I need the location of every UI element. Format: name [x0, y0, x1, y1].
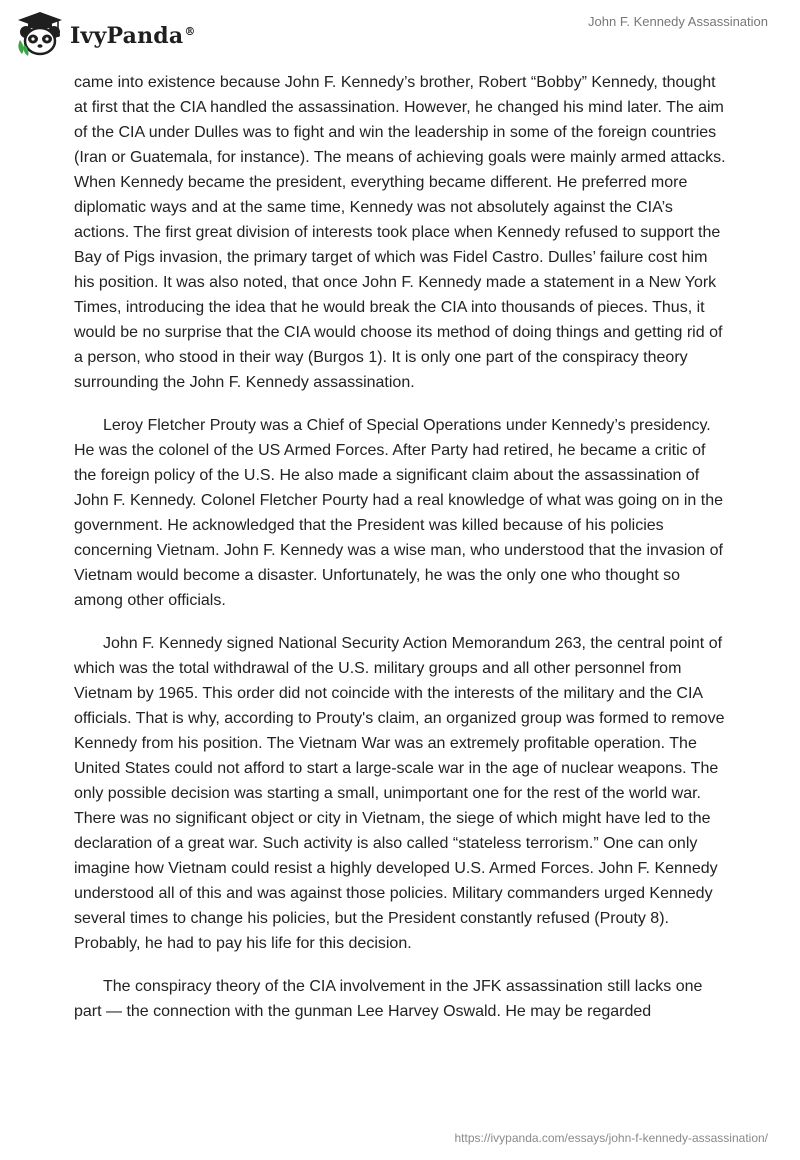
ivypanda-logo[interactable] [14, 10, 196, 58]
paragraph-2: Leroy Fletcher Prouty was a Chief of Special Operations under Kennedy’s presidency. He was the colonel of the US Armed Forces. After Party had retired, he became a critic of the foreign policy of the U.S. He also made a significant claim about the assassination of John F. Kennedy. Colonel Fletcher Pourty had a real knowledge of what was going on in the government. He acknowledged that the President was killed because of his policies concerning Vietnam. John F. Kennedy was a wise man, who understood that the invasion of Vietnam would become a disaster. Unfortunately, he was the only one who thought so among other officials. [74, 417, 723, 609]
essay-body [74, 70, 728, 1042]
paragraph-1: came into existence because John F. Kennedy’s brother, Robert “Bobby” Kennedy, thought at first that the CIA handled the assassination. However, he changed his mind later. The aim of the CIA under Dulles was to fight and win the leadership in some of the foreign countries (Iran or Guatemala, for instance). The means of achieving goals were mainly armed attacks. When Kennedy became the president, everything became different. He preferred more diplomatic ways and at the same time, Kennedy was not absolutely against the CIA’s actions. The first great division of interests took place when Kennedy refused to support the Bay of Pigs invasion, the primary target of which was Fidel Castro. Dulles’ failure cost him his position. It was also noted, that once John F. Kennedy made a statement in a New York Times, introducing the idea that he would break the CIA into thousands of pieces. Thus, it would be no surprise that the CIA would choose its method of doing things and getting rid of a person, who stood in their way (Burgos 1). It is only one part of the conspiracy theory surrounding the John F. Kennedy assassination. [74, 74, 726, 391]
source-url[interactable]: https://ivypanda.com/essays/john-f-kennedy-assassination/ [454, 1131, 768, 1145]
paragraph-4: The conspiracy theory of the CIA involvement in the JFK assassination still lacks one part — the connection with the gunman Lee Harvey Oswald. He may be regarded [74, 978, 703, 1020]
document-title: John F. Kennedy Assassination [588, 14, 768, 29]
brand-name: IvyPanda® [70, 23, 196, 49]
page-header [0, 0, 800, 70]
paragraph-3: John F. Kennedy signed National Security Action Memorandum 263, the central point of which was the total withdrawal of the U.S. military groups and all other personnel from Vietnam by 1965. This order did not coincide with the interests of the military and the CIA officials. That is why, according to Prouty's claim, an organized group was formed to remove Kennedy from his position. The Vietnam War was an extremely profitable operation. The United States could not afford to start a large-scale war in the age of nuclear weapons. The only possible decision was starting a small, unimportant one for the rest of the world war. There was no significant object or city in Vietnam, the siege of which might have led to the declaration of a great war. Such activity is also called “stateless terrorism.” One can only imagine how Vietnam could resist a highly developed U.S. Armed Forces. John F. Kennedy understood all of this and was against those policies. Military commanders urged Kennedy several times to change his policies, but the President constantly refused (Prouty 8). Probably, he had to pay his life for this decision. [74, 635, 725, 952]
panda-graduate-icon [14, 10, 66, 58]
